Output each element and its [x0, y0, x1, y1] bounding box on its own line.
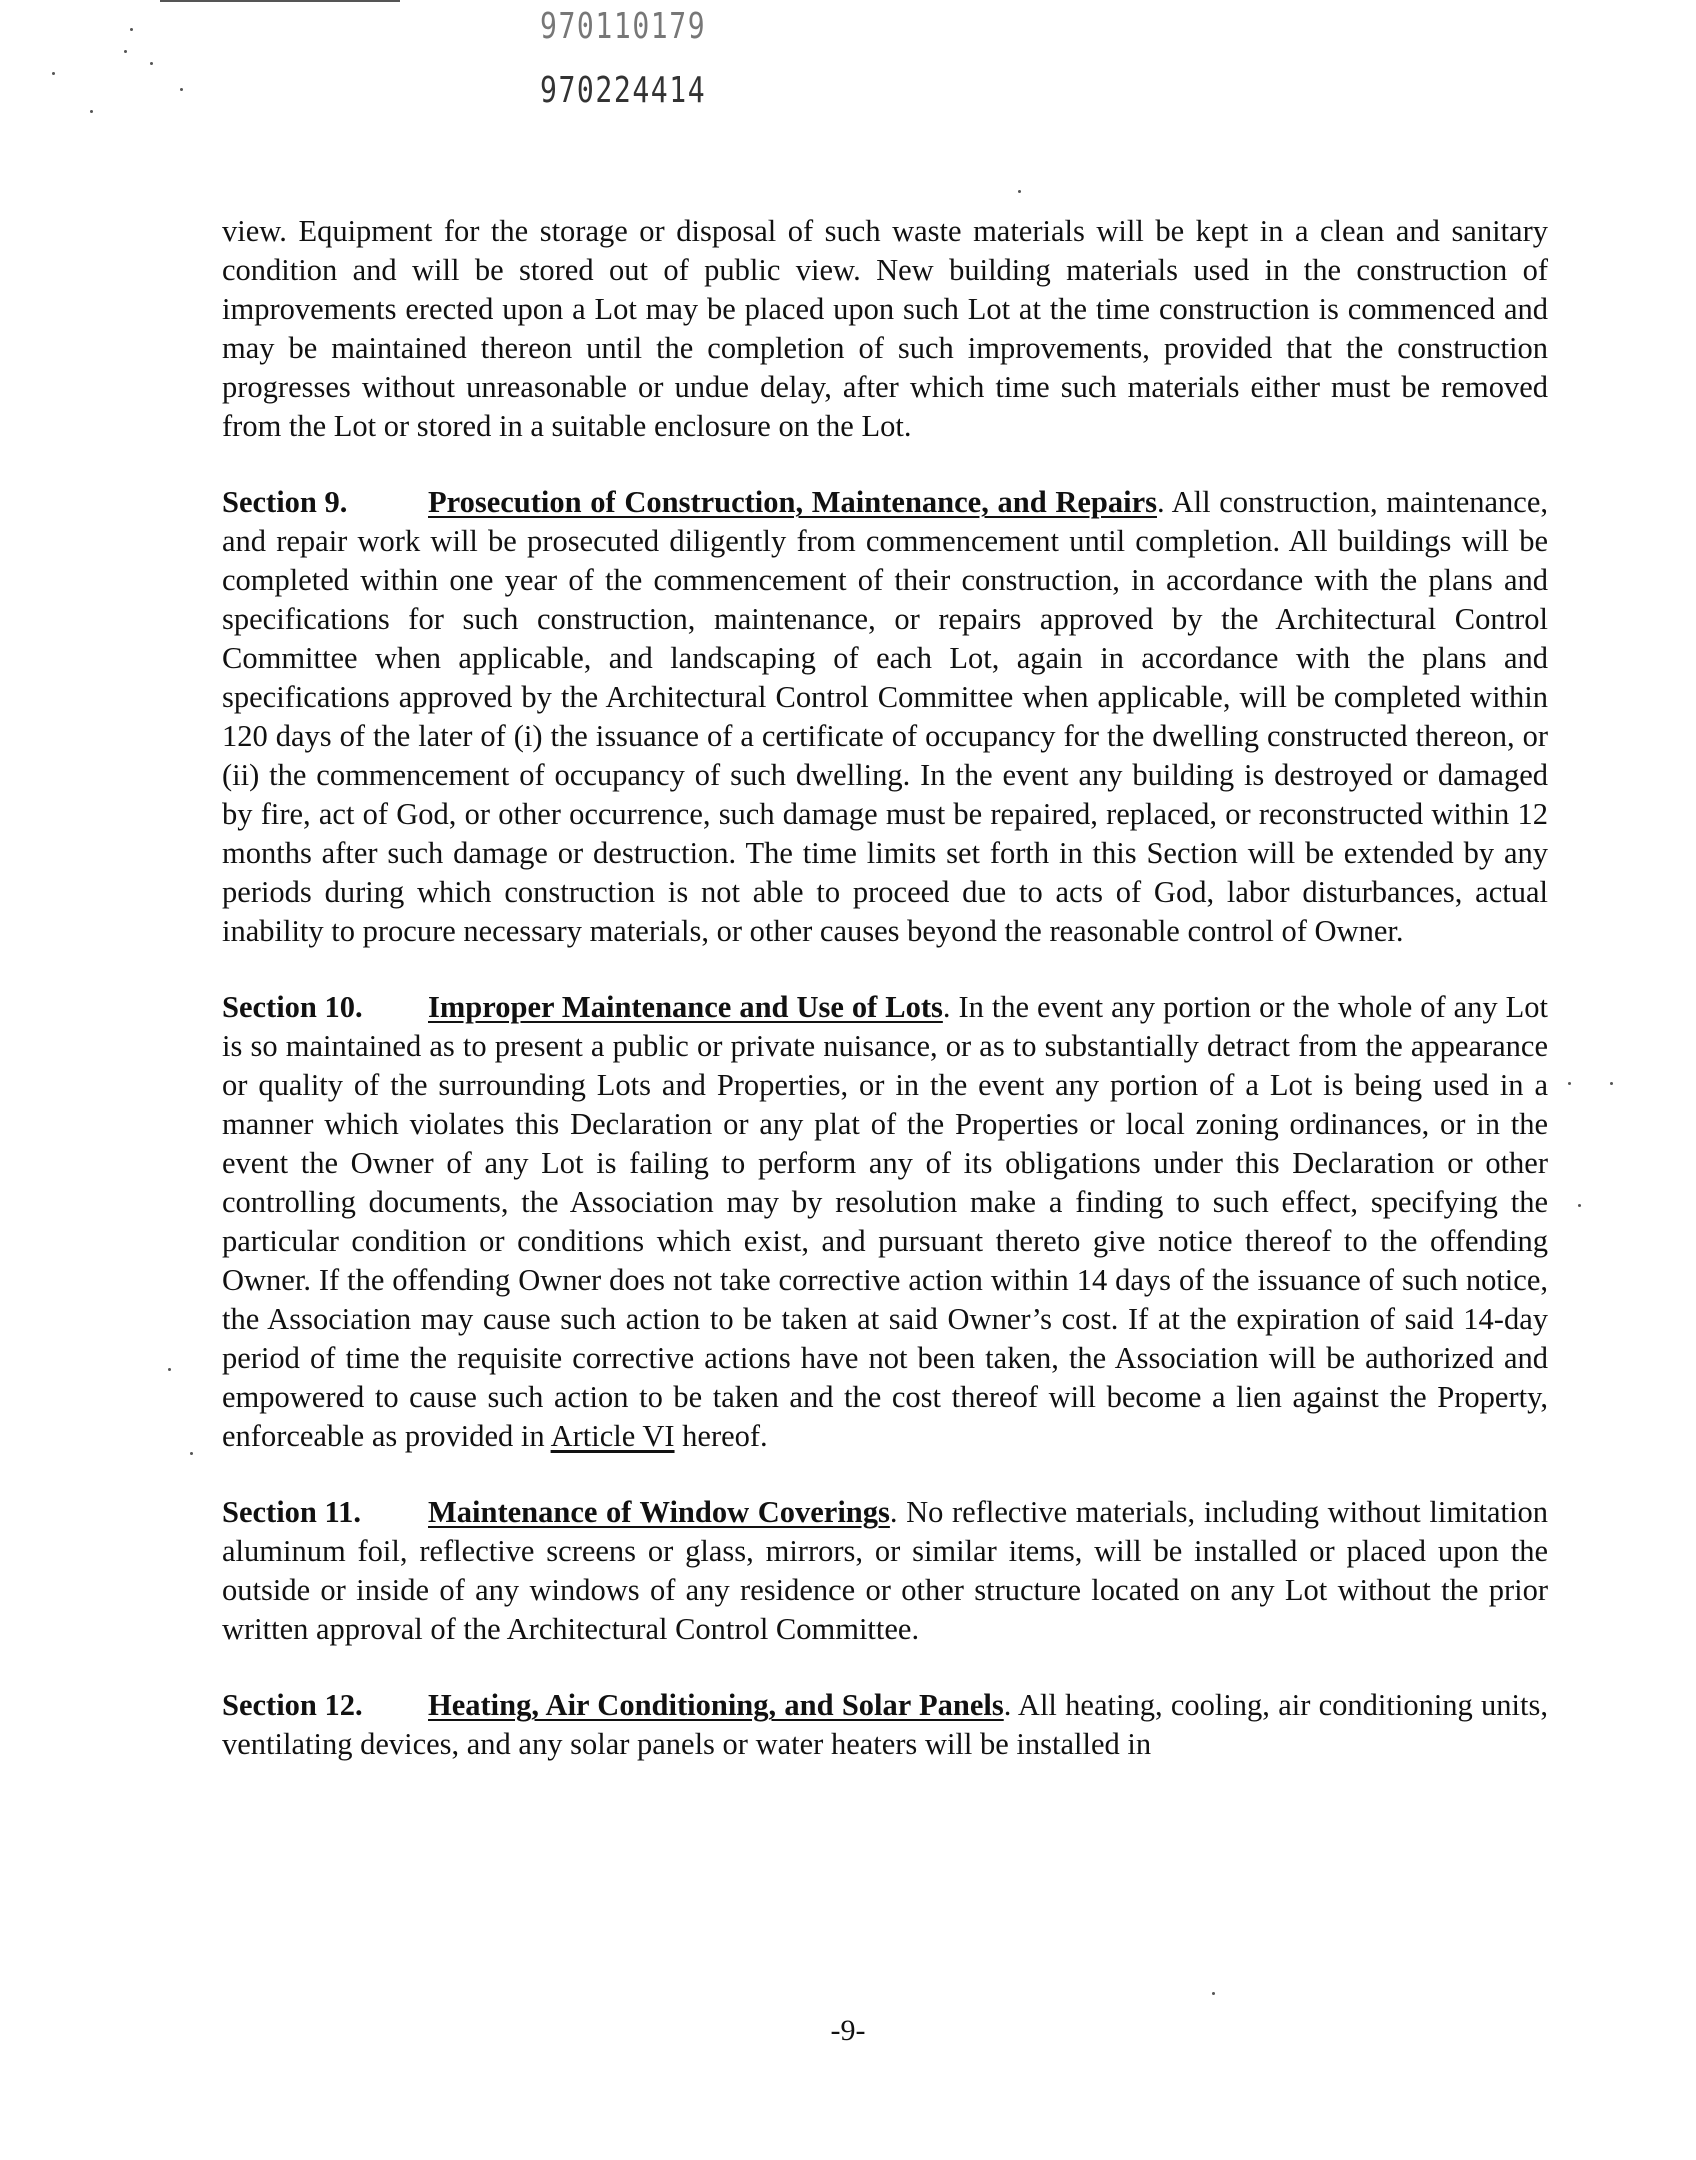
scan-speck: [1578, 1204, 1581, 1207]
section-number: Section 9.: [222, 485, 348, 519]
section-body: . In the event any portion or the whole of any Lot is so maintained as to present a public or private nuisance, or as to substantially detract from the appearance or quality of the surrounding Lots and Properties, or in the event any portion of a Lot is being used in a manner which violates this Declaration or any plat of the Properties or local zoning ordinances, or in the event the Owner of any Lot is failing to perform any of its obligations under this Declaration or other controlling documents, the Association may by resolution make a finding to such effect, specifying the particular condition or conditions which exist, and pursuant thereto give notice thereof to the offending Owner. If the offending Owner does not take corrective action within 14 days of the issuance of such notice, the Association may cause such action to be taken at said Owner’s cost. If at the expiration of said 14-day period of time the requisite corrective actions have not been taken, the Association will be authorized and empowered to cause such action to be taken and the cost thereof will become a lien against the Property, enforceable as provided in: [222, 990, 1548, 1453]
document-body: [222, 212, 1548, 1801]
section-title: Prosecution of Construction, Maintenance, and Repairs: [428, 485, 1157, 519]
section-body: . All construction, maintenance, and repair work will be prosecuted diligently from commencement until completion. All buildings will be completed within one year of the commencement of their construction, in accordance with the plans and specifications for such construction, maintenance, or repairs approved by the Architectural Control Committee when applicable, and landscaping of each Lot, again in accordance with the plans and specifications approved by the Architectural Control Committee when applicable, will be completed within 120 days of the later of (i) the issuance of a certificate of occupancy for the dwelling constructed thereon, or (ii) the commencement of occupancy of such dwelling. In the event any building is destroyed or damaged by fire, act of God, or other occurrence, such damage must be repaired, replaced, or reconstructed within 12 months after such damage or destruction. The time limits set forth in this Section will be extended by any periods during which construction is not able to proceed due to acts of God, labor disturbances, actual inability to procure necessary materials, or other causes beyond the reasonable control of Owner.: [222, 485, 1549, 948]
section-title: Heating, Air Conditioning, and Solar Panels: [428, 1688, 1004, 1722]
section-10-paragraph: [222, 988, 1548, 1456]
scan-speck: [1212, 1992, 1215, 1995]
recording-stamp-bottom: 970224414: [540, 70, 707, 111]
scan-speck: [90, 110, 93, 113]
section-number: Section 12.: [222, 1688, 363, 1722]
section-11-paragraph: [222, 1493, 1548, 1649]
section-9-paragraph: [222, 483, 1548, 951]
article-reference: Article VI: [550, 1419, 675, 1453]
scan-speck: [124, 50, 127, 53]
section-number: Section 11.: [222, 1495, 361, 1529]
scan-speck: [180, 88, 183, 91]
section-title: Improper Maintenance and Use of Lots: [428, 990, 943, 1024]
section-body: . All heating, cooling, air conditioning units, ventilating devices, and any solar panels or water heaters will be installed in: [222, 1688, 1549, 1761]
scan-speck: [190, 1452, 193, 1455]
scan-speck: [52, 72, 55, 75]
continuation-paragraph: view. Equipment for the storage or disposal of such waste materials will be kept in a clean and sanitary condition and will be stored out of public view. New building materials used in the construction of improvements erected upon a Lot may be placed upon such Lot at the time construction is commenced and may be maintained thereon until the completion of such improvements, provided that the construction progresses without unreasonable or undue delay, after which time such materials either must be removed from the Lot or stored in a suitable enclosure on the Lot.: [222, 214, 1548, 443]
scan-speck: [1018, 190, 1021, 193]
section-12-paragraph: [222, 1686, 1548, 1764]
scan-speck: [150, 62, 153, 65]
scan-speck: [1568, 1082, 1571, 1085]
top-edge-rule: [160, 0, 400, 2]
scan-speck: [168, 1368, 171, 1371]
page-number: -9-: [830, 2014, 866, 2047]
section-body-tail: hereof.: [674, 1419, 768, 1453]
section-body: . No reflective materials, including without limitation aluminum foil, reflective screens or glass, mirrors, or similar items, will be installed or placed upon the outside or inside of any windows of any residence or other structure located on any Lot without the prior written approval of the Architectural Control Committee.: [222, 1495, 1548, 1646]
scan-speck: [1610, 1082, 1613, 1085]
scan-speck: [130, 28, 133, 31]
recording-stamp-top: 970110179: [540, 6, 707, 47]
section-number: Section 10.: [222, 990, 363, 1024]
section-title: Maintenance of Window Coverings: [428, 1495, 890, 1529]
